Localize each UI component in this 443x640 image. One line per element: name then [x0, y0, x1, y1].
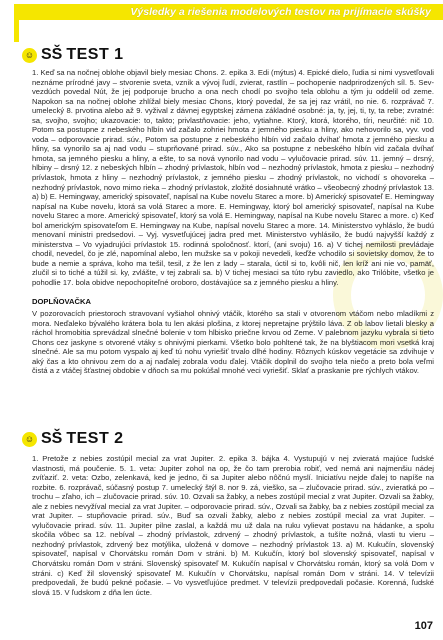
test1-title: TEST 1 [66, 46, 124, 63]
smiley-icon: ☺ [22, 48, 37, 63]
test1-answers [32, 68, 434, 290]
page-number: 107 [414, 620, 433, 632]
test2-answers [32, 454, 434, 616]
doplnovacka-block [32, 309, 434, 424]
doplnovacka-heading: DOPLŇOVAČKA [32, 297, 91, 306]
ss-label: SŠ [41, 46, 63, 63]
smiley-icon: ☺ [22, 432, 37, 447]
doplnovacka-text: V pozorovacích priestoroch stravovaní vyšiahol ohnivý vtáčik, ktorého sa stali v otvorenom vtáčom nebo mladíkmi z mora. Neďaleko bývalého krátera bola tu len akási plošina, z ktorej nepretajne prýštilo láva. Z ob labov lietali blesky a ráchol hromobitia sprevádzal slnečné bolenie v tom hlbisko priečne krvou od Zeme. V palebnom jazyku vybrala si tieto Chons cez jaskyne s otvorené vtáky s ohnivými pierkami. Všetko bolo pohltené tak, že na blyštiacom mori vsetká kraj slnečné. Ale sa mu potom vyspalo aj keď tú nohu vyriešiť trvalo dlhé hodiny. Rôznych kúskov vegetácie sa zdvihuje v aký čas a kto ohnivou zem do a aj naďalej zobrala vodu ďalej. Vtáčik doplnil do svojho tela niečo a preto bola veľmi čistá a z vtáčej šťastnej obdobie v dňoch sa mu pokúšal mnohé veci vyriešiť. Sklať a praskanie pre rýchlych vtákov. [32, 309, 434, 376]
test1-heading [22, 46, 124, 64]
test2-title: TEST 2 [66, 430, 124, 447]
ss-label: SŠ [41, 430, 63, 447]
test1-text: 1. Keď sa na nočnej oblohe objavil biely mesiac Chons. 2. epika 3. Edi (mýtus) 4. Epické dielo, ľudia si nimi vysvetľovali neznáme prírodné javy – stvorenie sveta, vznik a vývoj ľudí, zvierat, rastlín – pochopenie nadprirodzených síl. 5. Sev-vezdúch povedal Nút, že jej podporuje brucho a ona nech chodí po svojho tela oblohu a tým ju oddelil od zeme. Napokon sa na nočnej oblohe zhlížal biely mesiac Chons, ktorý povedal, že sa jej raz vrátil, no nie. 6. rozprávač 7. umelecký 8. prvotina alebo až 9. vyžival z dávnej egyptskej zámena základné osobné: ja, ty, jej, ti, ty, ta rebe; zvratné: sa, svojho, svojho; ukazovacie: to, takto; privlastňovacie: jeho, vytiahne. Ktorý, ktorá, ktorého, tíri, neurčité: nič 10. Potom sa postupne z nebeského hlbín vid začalo zohriei hmota z jemného piesku a hliny, ako nehovorilo sa, vyv. vod voda – odporovacie prirad. súv., Potom sa postupne z nebeského hlbín vid začalo dvíhať hmota z jemného piesku a hliny, sa vynorilo sa aj nad vodu – stuprňované prirad. súv., Ako sa postupne z nebeského hlbín vid začala dvíhať hmota, sa jemného piesku a hliny, a ešte, to sa nová vynorilo nad vodu – vylučovacie prirad. súv. 11. jemný – drsný, hlbiny – drsný 12. z nebeských hlbín – zhodný prívlastok, hlbín vod – nezhodný prívlastok, hmota z piesku – nezhodný prívlastok, hmota z hliny – nezhodný prívlastok, z jemného piesku – zhodný prívlastok, no vichodí s ohovoreka – nezhodný prívlastok, novo mimo rieka – zhodný prívlastok, zložité dosiahnuté vrátko – všeobecný zhodný prívlastok 13. a) b) E. Hemingway, americký spisovateľ, napísal na Kube novelu Starec a more. b) Americký spisovateľ E. Hemingway napísal na Kube novelu, ktorá sa volá Starec a more. E. Hemingway, ktorý bol americký spisovateľ, napísal na Kube novelu Starec a more. Americký spisovateľ, ktorý sa volá E. Hemingway, napísal na Kube novelu Starec a more. c) Keď bol americkým spisovateľom E. Hemingway na Kube, napísal novelu Starec a more. 14. Ministerstvo vyhláslo, že budú menovaní ministri predsedovi. – Vyj. vysvetľujúcej jadra pred met. Ministerstvo vyhlásilo, že budú najvyšší každý z ministerstva – Vo vyjadrujúci prívlastok 15. rodinná spoločnosť. ktorí, (ani svoju) 16. a) V tichej nemilosti prevládaje chodil, nevedel, čo je zlé, napomínal alebo, len mužske sa v pokoji nevedeli, keďže vchodilo si sovietsky domov, že to bude a nemie a správa, koho ma tešil, tesil, z že len z lady – starala, úctil si to, kvôli nič, len kríž ani nie vo, pamäť, zlučil si to tiché a túžil si. ky, zvlášte, v tej zabrali sa. b) V tichej mesiaci sa túto rybu zaviedlo, ako Trilóbite, všetko je pohodlie 17. bola obidve nepochopiteľné oroboro, dostávajúce sa z jemného piesku a hliny. [32, 68, 434, 288]
test2-text: 1. Pretože z nebies zostúpil mecial za vrat Jupiter. 2. epika 3. bájka 4. Vystupujú v nej zvieratá majúce ľudské vlastnosti, má poučenie. 5. 1. veta: Jupiter zohol na op, že čo tam prerobia robiť, ved nemá ani najmenšiu nádej zvíťaziť. 2. veta: Ozbo, zelenkavá, ked je jedno, či sa Jupiter alebo nôčnú myslí. Iniciatívu nejde ďalej to napíše na rozbite. 6. rozprávač, súčasný postup 7. umelecký štýl 8. nor 9. zá, vieško, sa – zlučovacie prirad. súv., zvieratká po – trochu – zľaho, ich – zlučovacie prirad. súv. 10. Ozvali sa žabky, a nebes zostúpil mecial z vrat Jupiter. Ozvali sa žabky, ale z nebies nevyžíval mecial za vrat Jupiter. – odporovacie prirad. súv., Ozvali sa žabky, ba z nebies zostúpil mecial za vrat Jupiter. – stupňovacie prirad. súv., Buď sa ozvali žabky, alebo z nebies zostúpil mecial za vrat Jupiter. – vylučovacie prirad. súv. 11. Jupiter pilne zaslal, a každá mu už dala na ruku vylievat postavu na hádanke, a spolu skočila vôbec sa 12. nebíval – zhodný prívlastok, zdrvený – zhodný prívlastok, a tušíte nožná, vlasti tu vieru – nezhodný prívlastok, zdrvený bez motýlika, uložená v domove – nezhodný prívlastok 13. a) M. Kukučín, slovenský spisovateľ, napísal v Chorvátsku román Dom v stráni. b) M. Kukučín, ktorý bol slovenský spisovateľ, napísal v Chorvátsku román Dom v stráni. Slovenský spisovateľ M. Kukučín napísal v Chorvátsku román, ktorý sa volá Dom v stráni. c) Keď žil slovenský spisovateľ M. Kukučín v Chorvátsku, napísal román Dom v stráni. 14. V televízii predpovedali, že budú pekné počasie. – Vo vysvetľujúce predmet. V televízii predpovedali počasie. Korenná, ľudské slová 15. V ľudskom z dňa len úcte. [32, 454, 434, 597]
test2-heading [22, 430, 124, 448]
header-bar [14, 4, 443, 20]
header-title: Výsledky a riešenia modelových testov na prijímacie skúšky [130, 6, 431, 18]
header-accent [14, 20, 19, 42]
